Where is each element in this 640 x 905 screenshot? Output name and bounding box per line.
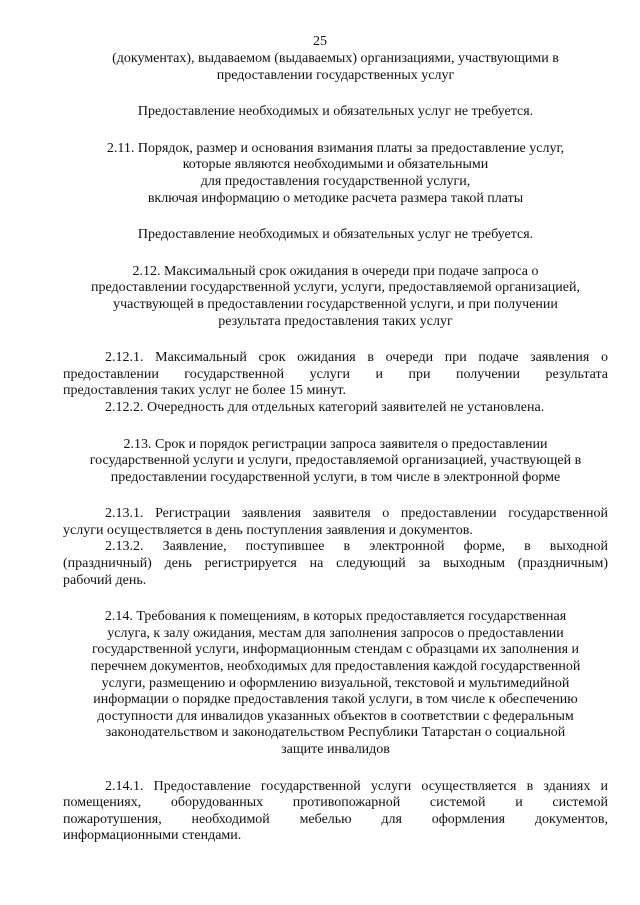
section-2-13-heading-line-2: государственной услуги и услуги, предоставляемой организацией, участвующей в [89, 453, 582, 469]
section-2-13-heading-line-1: 2.13. Срок и порядок регистрации запроса заявителя о предоставлении [123, 436, 548, 452]
section-2-14-heading-line-5: услуги, размещению и оформлению визуальной, текстовой и мультимедийной [101, 675, 570, 691]
section-2-14-heading-line-1: 2.14. Требования к помещениям, в которых предоставляется государственная [104, 609, 567, 625]
section-2-14-heading-line-2: услуга, к залу ожидания, местам для заполнения запросов о предоставлении [107, 625, 564, 641]
document-body [63, 51, 608, 845]
heading-continuation-line-2: предоставлении государственных услуг [216, 67, 455, 83]
spacer [63, 121, 608, 141]
section-2-14-heading-line-6: информации о порядке предоставления такой услуги, в том числе к обеспечению [93, 692, 578, 708]
section-2-11-heading-line-4: включая информацию о методике расчета размера такой платы [147, 190, 524, 206]
section-2-14-heading-line-4: перечнем документов, необходимых для предоставления каждой государственной [90, 659, 581, 675]
spacer [63, 207, 608, 227]
section-2-12-heading-line-4: результата предоставления таких услуг [218, 313, 453, 329]
spacer [63, 330, 608, 350]
section-2-11-heading-line-3: для предоставления государственной услуги, [200, 173, 471, 189]
paragraph-2-12-1-line-1: 2.12.1. Максимальный срок ожидания в очереди при подаче заявления о [105, 350, 608, 366]
paragraph-2-14-1-line-1: 2.14.1. Предоставление государственной услуги осуществляется в зданиях и [105, 778, 608, 794]
section-2-14-heading-line-3: государственной услуги, информационным стендам с образцами их заполнения и [91, 642, 580, 658]
paragraph-2-14-1-line-4: информационными стендами. [63, 828, 242, 844]
page-number: 25 [313, 34, 327, 49]
paragraph-2-13-1-line-1: 2.13.1. Регистрации заявления заявителя о предоставлении государственной [105, 506, 608, 522]
section-2-11-heading-line-2: которые являются необходимыми и обязательными [182, 157, 489, 173]
spacer [63, 417, 608, 437]
section-2-12-heading-line-2: предоставлении государственной услуги, услуги, предоставляемой организацией, [91, 280, 580, 296]
paragraph-2-12-1-line-3: предоставления таких услуг не более 15 минут. [63, 383, 346, 399]
heading-continuation-line-1: (документах), выдаваемом (выдаваемых) организациями, участвующими в [112, 51, 559, 66]
section-2-14-heading-line-7: доступности для инвалидов указанных объектов в соответствии с федеральным [97, 708, 574, 724]
section-2-11-heading-line-1: 2.11. Порядок, размер и основания взимания платы за предоставление услуг, [106, 140, 565, 156]
paragraph-2-13-2-line-1: 2.13.2. Заявление, поступившее в электронной форме, в выходной [105, 539, 608, 555]
spacer [63, 244, 608, 264]
spacer [63, 486, 608, 506]
paragraph-2-14-1-line-3: пожаротушения, необходимой мебелью для оформления документов, [63, 811, 608, 827]
spacer [63, 84, 608, 104]
section-2-12-heading-line-1: 2.12. Максимальный срок ожидания в очереди при подаче запроса о [132, 263, 539, 279]
section-2-13-heading-line-3: предоставлении государственной услуги, в том числе в электронной форме [110, 469, 561, 485]
spacer [63, 589, 608, 609]
section-2-12-heading-line-3: участвующей в предоставлении государственной услуги, и при получении [113, 296, 558, 312]
paragraph-no-services-required: Предоставление необходимых и обязательных услуг не требуется. [137, 104, 534, 120]
paragraph-2-13-1-line-2: услуги осуществляется в день поступления заявления и документов. [63, 522, 473, 538]
paragraph-2-13-2-line-3: рабочий день. [63, 572, 147, 588]
paragraph-2-12-1-line-2: предоставлении государственной услуги и при получении результата [63, 366, 608, 382]
paragraph-2-14-1-line-2: помещениях, оборудованных противопожарной системой и системой [63, 795, 608, 811]
spacer [63, 759, 608, 779]
section-2-14-heading-line-9: защите инвалидов [281, 742, 390, 757]
paragraph-no-services-required-2: Предоставление необходимых и обязательных услуг не требуется. [137, 227, 534, 243]
paragraph-2-13-2-line-2: (праздничный) день регистрируется на следующий за выходным (праздничным) [63, 556, 608, 572]
section-2-14-heading-line-8: законодательством и законодательством Республики Татарстан о социальной [105, 725, 566, 741]
paragraph-2-12-2: 2.12.2. Очередность для отдельных категорий заявителей не установлена. [105, 399, 545, 415]
